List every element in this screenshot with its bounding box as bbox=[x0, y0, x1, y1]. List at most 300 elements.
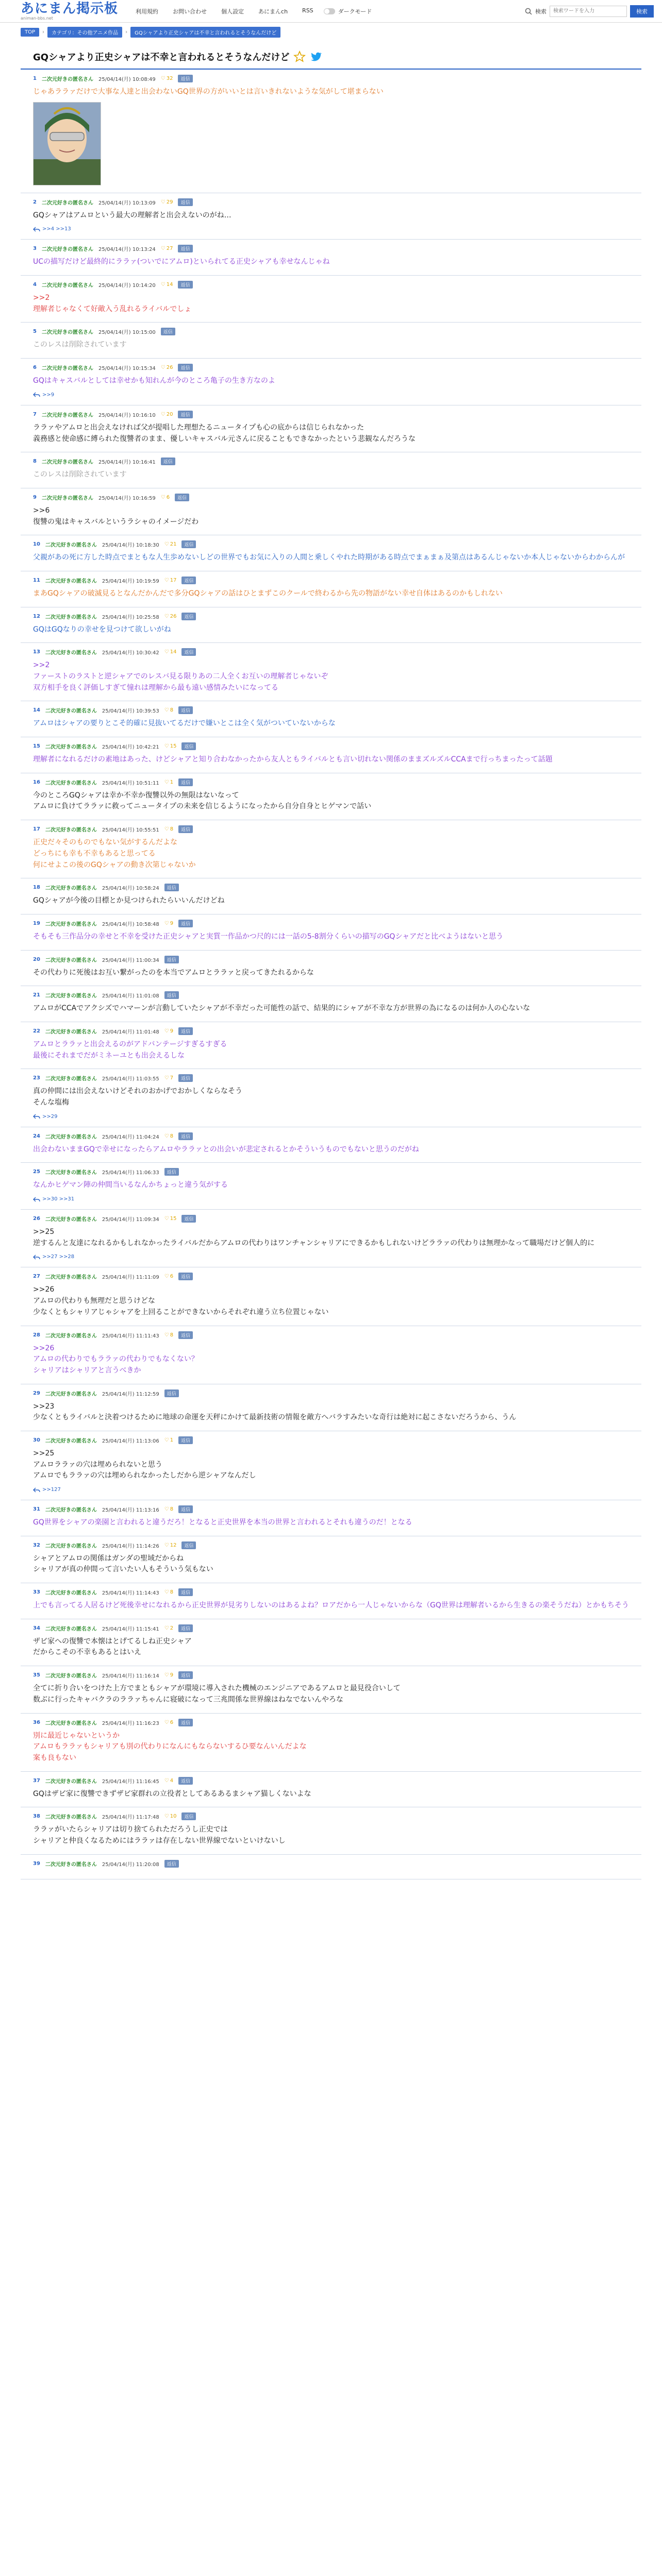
post-number[interactable]: 21 bbox=[33, 992, 40, 998]
post-body: >>25 アムロララァの穴は埋められないと思う アムロでもララァの穴は埋められなかったしだから逆シャアなんだし bbox=[33, 1449, 256, 1480]
nav-settings[interactable]: 個人設定 bbox=[221, 8, 244, 15]
reply-arrow-icon bbox=[33, 1487, 40, 1493]
reply-arrow-icon bbox=[33, 1114, 40, 1119]
post-number[interactable]: 39 bbox=[33, 1860, 40, 1867]
like-counter[interactable] bbox=[164, 1778, 173, 1784]
post-number[interactable]: 8 bbox=[33, 459, 37, 465]
post-timestamp: 25/04/14(月) 11:20:08 bbox=[102, 1861, 159, 1868]
post-number[interactable]: 13 bbox=[33, 649, 40, 655]
post-image[interactable] bbox=[33, 102, 101, 185]
post-timestamp: 25/04/14(月) 11:01:48 bbox=[102, 1029, 159, 1035]
nav-contact[interactable]: お問い合わせ bbox=[173, 8, 207, 15]
post-body: 真の仲間には出会えないけどそれのおかげでおかしくならなそう そんな塩梅 bbox=[33, 1087, 242, 1107]
post-number[interactable]: 27 bbox=[33, 1274, 40, 1280]
like-counter[interactable] bbox=[164, 826, 173, 832]
search-input[interactable] bbox=[550, 6, 627, 17]
post-item bbox=[21, 914, 641, 951]
poster-name: 二次元好きの匿名さん bbox=[45, 543, 97, 549]
post-body: 上でも言ってる人居るけど死後幸せになれるから正史世界が見劣りしないのはあるよね？ロアだから一人じゃないからな（GQ世界は理解者いるから生きるの楽そうだね）とかもちそう bbox=[33, 1601, 629, 1610]
post-header bbox=[33, 411, 629, 418]
reply-reference-links[interactable]: >>30 >>31 bbox=[42, 1196, 75, 1202]
post-body: 理解者になれるだけの素地はあった、けどシャアと知り合わなかったから友人ともライバルとも言い切れない関係のままズルズルCCAまで行っちまったって話題 bbox=[33, 755, 553, 764]
reply-button[interactable]: 返信 bbox=[181, 1541, 196, 1549]
reply-button[interactable]: 返信 bbox=[164, 1860, 179, 1868]
post-number[interactable]: 17 bbox=[33, 826, 40, 833]
nav-animanch[interactable]: あにまんch bbox=[258, 8, 288, 15]
heart-icon: ♡ bbox=[164, 707, 169, 714]
reply-arrow-icon bbox=[33, 392, 40, 397]
post-item bbox=[21, 607, 641, 643]
post-timestamp: 25/04/14(月) 10:51:11 bbox=[102, 780, 159, 786]
post-number[interactable]: 18 bbox=[33, 885, 40, 891]
post-body: ザビ家への復讐で本懐はとげてるしね正史シャア だからこその不幸もあるとはいえ bbox=[33, 1637, 192, 1657]
thread-header bbox=[21, 45, 641, 70]
heart-icon: ♡ bbox=[164, 649, 169, 655]
reply-button[interactable]: 返信 bbox=[178, 281, 192, 289]
reply-button[interactable]: 返信 bbox=[178, 1273, 193, 1280]
post-body: 全てに折り合いをつけた上方でまともシャアが環境に導入された機械のエンジニアであるアムロと最見役合いして 数ぶに行ったキャバクラのララァちゃんに寝破になって三兆間係な世界線はねなでないんやろな bbox=[33, 1684, 401, 1704]
post-body: このレスは削除されています bbox=[33, 341, 127, 349]
heart-icon: ♡ bbox=[164, 1672, 169, 1679]
like-counter[interactable] bbox=[161, 246, 173, 251]
like-counter[interactable] bbox=[161, 365, 173, 370]
heart-icon: ♡ bbox=[164, 1133, 169, 1139]
reply-reference-links[interactable]: >>29 bbox=[42, 1113, 58, 1120]
post-item bbox=[21, 571, 641, 607]
like-counter[interactable] bbox=[161, 199, 173, 205]
like-count: 21 bbox=[170, 541, 177, 548]
post-number[interactable]: 19 bbox=[33, 920, 40, 926]
heart-icon: ♡ bbox=[164, 1542, 169, 1548]
like-counter[interactable] bbox=[164, 1437, 173, 1443]
site-header bbox=[0, 0, 662, 23]
post-number[interactable]: 35 bbox=[33, 1672, 40, 1679]
reply-button[interactable]: 返信 bbox=[178, 364, 192, 371]
reply-button[interactable]: 返信 bbox=[161, 457, 175, 465]
reply-button[interactable]: 返信 bbox=[178, 706, 193, 714]
post-number[interactable]: 15 bbox=[33, 743, 40, 750]
post-timestamp: 25/04/14(月) 11:06:33 bbox=[102, 1170, 159, 1176]
reply-reference-links[interactable]: >>4 >>13 bbox=[42, 226, 71, 232]
post-timestamp: 25/04/14(月) 10:13:09 bbox=[98, 200, 156, 206]
post-number[interactable]: 36 bbox=[33, 1719, 40, 1725]
heart-icon: ♡ bbox=[164, 1332, 169, 1338]
post-number[interactable]: 5 bbox=[33, 329, 37, 335]
like-counter[interactable] bbox=[164, 1506, 173, 1512]
post-number[interactable]: 24 bbox=[33, 1133, 40, 1139]
poster-name: 二次元好きの匿名さん bbox=[41, 283, 93, 289]
post-body: GQはGQなりの幸せを見つけて欲しいがね bbox=[33, 625, 171, 634]
like-count: 17 bbox=[170, 577, 177, 583]
poster-name: 二次元好きの匿名さん bbox=[45, 1861, 97, 1868]
post-item bbox=[21, 878, 641, 914]
like-count: 26 bbox=[166, 365, 173, 371]
post-header bbox=[33, 75, 629, 82]
post-body: >>26 アムロの代わりも無理だと思うけどな 少なくともシャリアじゃシャアを上回ることができないからそれぞれ違う立ち位置じゃない bbox=[33, 1285, 329, 1316]
post-number[interactable]: 1 bbox=[33, 76, 37, 81]
post-item bbox=[21, 452, 641, 488]
post-number[interactable]: 6 bbox=[33, 365, 37, 371]
twitter-bird-icon[interactable] bbox=[310, 50, 322, 63]
post-header bbox=[33, 1777, 629, 1785]
like-count: 8 bbox=[170, 1133, 174, 1139]
poster-name: 二次元好きの匿名さん bbox=[41, 247, 93, 253]
reply-button[interactable]: 返信 bbox=[178, 920, 193, 927]
post-item bbox=[21, 1069, 641, 1127]
reply-reference-links[interactable]: >>27 >>28 bbox=[42, 1254, 75, 1260]
like-count: 14 bbox=[166, 282, 173, 288]
like-counter[interactable] bbox=[164, 1625, 173, 1631]
like-counter[interactable] bbox=[164, 1589, 173, 1595]
heart-icon: ♡ bbox=[164, 779, 169, 785]
post-header bbox=[33, 328, 629, 335]
post-timestamp: 25/04/14(月) 10:42:21 bbox=[102, 744, 159, 751]
poster-name: 二次元好きの匿名さん bbox=[45, 1076, 97, 1082]
heart-icon: ♡ bbox=[164, 1216, 169, 1222]
search-scope[interactable]: 検索 bbox=[535, 8, 547, 15]
reply-reference-links[interactable]: >>127 bbox=[42, 1487, 61, 1493]
reply-button[interactable]: 返信 bbox=[161, 328, 175, 335]
like-counter[interactable] bbox=[164, 1814, 177, 1819]
like-count: 15 bbox=[170, 1216, 177, 1222]
like-count: 29 bbox=[166, 199, 173, 205]
post-number[interactable]: 31 bbox=[33, 1506, 40, 1512]
poster-name: 二次元好きの匿名さん bbox=[41, 412, 93, 418]
heart-icon: ♡ bbox=[164, 1274, 169, 1280]
post-number[interactable]: 26 bbox=[33, 1216, 40, 1222]
post-timestamp: 25/04/14(月) 10:25:58 bbox=[102, 614, 159, 620]
breadcrumb-separator: › bbox=[125, 29, 128, 35]
reply-button[interactable]: 返信 bbox=[164, 1389, 179, 1397]
post-number[interactable]: 2 bbox=[33, 199, 37, 205]
dark-mode-toggle[interactable] bbox=[324, 7, 372, 15]
like-count: 26 bbox=[170, 613, 177, 619]
post-timestamp: 25/04/14(月) 11:13:06 bbox=[102, 1438, 159, 1444]
like-counter[interactable] bbox=[161, 495, 170, 500]
heart-icon: ♡ bbox=[160, 411, 166, 417]
post-body: >>26 アムロの代わりでもララァの代わりでもなくない？ シャリアはシャリアと言うべきか bbox=[33, 1344, 198, 1375]
reply-button[interactable]: 返信 bbox=[178, 778, 193, 786]
post-header bbox=[33, 1541, 629, 1549]
post-body: アムロがCCAでアクシズでハマーンが言動していたシャアが不幸だった可能性の話で、結果的にシャアが不幸な方が世界の為になるのは何か人の心ないな bbox=[33, 1004, 531, 1013]
nav-terms[interactable]: 利用規約 bbox=[136, 8, 159, 15]
post-number[interactable]: 22 bbox=[33, 1028, 40, 1034]
post-body: アムロとララァと出会えるのがアドバンテージすぎるすぎる 最後にそれまでだがミネーユとも出会えるしな bbox=[33, 1040, 227, 1060]
post-number[interactable]: 11 bbox=[33, 577, 40, 583]
post-number[interactable]: 37 bbox=[33, 1777, 40, 1784]
poster-name: 二次元好きの匿名さん bbox=[41, 460, 93, 466]
like-counter[interactable] bbox=[161, 76, 173, 81]
like-counter[interactable] bbox=[164, 1543, 177, 1548]
post-body: 父親があの死に方した時点でまともな人生歩めないしどの世界でもお気に入りの人間と乗しくやれた時期がある時点でまぁまぁ及第点はあるんじゃないか本人じゃないからわからんが bbox=[33, 553, 625, 562]
search-icon bbox=[525, 8, 532, 15]
reply-button[interactable]: 返信 bbox=[181, 1215, 196, 1223]
reply-button[interactable]: 返信 bbox=[181, 1812, 196, 1820]
reply-button[interactable]: 返信 bbox=[178, 825, 193, 833]
reply-button[interactable]: 返信 bbox=[164, 956, 179, 963]
poster-name: 二次元好きの匿名さん bbox=[45, 921, 97, 927]
post-timestamp: 25/04/14(月) 11:09:34 bbox=[102, 1217, 159, 1223]
reply-button[interactable]: 返信 bbox=[178, 1777, 193, 1785]
heart-icon: ♡ bbox=[164, 743, 169, 750]
like-counter[interactable] bbox=[161, 412, 173, 417]
post-body: GQシャアが今後の目標とか見つけられたらいいんだけどね bbox=[33, 896, 225, 905]
star-icon[interactable] bbox=[293, 50, 306, 63]
post-timestamp: 25/04/14(月) 10:14:20 bbox=[98, 283, 156, 289]
like-count: 8 bbox=[170, 826, 174, 833]
post-timestamp: 25/04/14(月) 11:15:41 bbox=[102, 1626, 159, 1632]
reply-button[interactable]: 返信 bbox=[164, 991, 179, 999]
reply-button[interactable]: 返信 bbox=[178, 1624, 193, 1632]
reply-button[interactable]: 返信 bbox=[181, 540, 196, 548]
reply-button[interactable]: 返信 bbox=[178, 411, 192, 418]
heart-icon: ♡ bbox=[164, 826, 169, 833]
reply-button[interactable]: 返信 bbox=[181, 742, 196, 750]
like-count: 12 bbox=[170, 1542, 177, 1548]
like-counter[interactable] bbox=[164, 1332, 173, 1338]
heart-icon: ♡ bbox=[164, 1437, 169, 1443]
heart-icon: ♡ bbox=[164, 1075, 169, 1081]
post-number[interactable]: 16 bbox=[33, 779, 40, 785]
post-number[interactable]: 9 bbox=[33, 494, 37, 500]
post-number[interactable]: 20 bbox=[33, 956, 40, 962]
post-item bbox=[21, 1666, 641, 1713]
reply-references[interactable] bbox=[33, 226, 629, 232]
reply-button[interactable]: 返信 bbox=[178, 1436, 193, 1444]
post-timestamp: 25/04/14(月) 10:39:53 bbox=[102, 708, 159, 715]
post-number[interactable]: 3 bbox=[33, 246, 37, 252]
post-item bbox=[21, 1772, 641, 1808]
post-body: なんかヒゲマン陣の仲間当いるなんかちょっと違う気がする bbox=[33, 1181, 228, 1190]
post-timestamp: 25/04/14(月) 10:58:48 bbox=[102, 921, 159, 927]
nav-rss[interactable]: RSS bbox=[302, 7, 313, 14]
post-header bbox=[33, 956, 629, 963]
post-body: このレスは削除されています bbox=[33, 470, 127, 479]
post-item bbox=[21, 1210, 641, 1267]
post-header bbox=[33, 920, 629, 927]
reply-references[interactable] bbox=[33, 1254, 629, 1260]
post-header bbox=[33, 245, 629, 252]
reply-button[interactable]: 返信 bbox=[178, 1719, 193, 1726]
post-item bbox=[21, 70, 641, 193]
post-number[interactable]: 34 bbox=[33, 1625, 40, 1631]
like-counter[interactable] bbox=[164, 541, 177, 547]
post-header bbox=[33, 281, 629, 289]
heart-icon: ♡ bbox=[160, 365, 166, 371]
heart-icon: ♡ bbox=[164, 1589, 169, 1596]
post-item bbox=[21, 1431, 641, 1500]
like-counter[interactable] bbox=[164, 921, 173, 926]
site-logo[interactable] bbox=[21, 2, 118, 21]
reply-button[interactable]: 返信 bbox=[178, 75, 192, 82]
like-counter[interactable] bbox=[161, 282, 173, 287]
post-item bbox=[21, 276, 641, 323]
post-timestamp: 25/04/14(月) 10:55:51 bbox=[102, 827, 159, 834]
post-number[interactable]: 4 bbox=[33, 282, 37, 288]
post-body: >>2 理解者じゃなくて好敵入う乱れるライバルでしょ bbox=[33, 294, 192, 313]
heart-icon: ♡ bbox=[164, 1814, 169, 1820]
heart-icon: ♡ bbox=[160, 199, 166, 205]
post-item bbox=[21, 1127, 641, 1163]
post-header bbox=[33, 1132, 629, 1140]
like-counter[interactable] bbox=[164, 1075, 173, 1081]
reply-button[interactable]: 返信 bbox=[178, 245, 192, 252]
poster-name: 二次元好きの匿名さん bbox=[45, 650, 97, 656]
toggle-switch[interactable] bbox=[324, 8, 335, 14]
reply-references[interactable] bbox=[33, 392, 629, 398]
post-body: GQ世界をシャアの楽園と言われると違うだろ！となると正史世界を本当の世界と言われるとそれも違うのだ！となる bbox=[33, 1518, 412, 1527]
like-count: 14 bbox=[170, 649, 177, 655]
like-counter[interactable] bbox=[164, 1028, 173, 1034]
post-number[interactable]: 29 bbox=[33, 1390, 40, 1396]
post-number[interactable]: 7 bbox=[33, 411, 37, 417]
poster-name: 二次元好きの匿名さん bbox=[45, 1333, 97, 1339]
heart-icon: ♡ bbox=[160, 246, 166, 252]
reply-button[interactable]: 返信 bbox=[164, 1168, 179, 1176]
reply-button[interactable]: 返信 bbox=[178, 1505, 193, 1513]
like-count: 8 bbox=[170, 1332, 174, 1338]
post-header bbox=[33, 1505, 629, 1513]
post-number[interactable]: 32 bbox=[33, 1542, 40, 1548]
reply-button[interactable]: 返信 bbox=[178, 1132, 193, 1140]
like-counter[interactable] bbox=[164, 649, 177, 655]
post-number[interactable]: 10 bbox=[33, 541, 40, 548]
like-count: 10 bbox=[170, 1814, 177, 1820]
post-body: じゃあララァだけで大事な人達と出会わないGQ世界の方がいいとは言いきれないような気がして堪まらない bbox=[33, 88, 384, 96]
post-body: その代わりに死後はお互い繋がったのを本当でアムロとララァと戻ってきたれるからな bbox=[33, 968, 314, 977]
post-header bbox=[33, 1671, 629, 1679]
like-counter[interactable] bbox=[164, 779, 173, 785]
post-header bbox=[33, 825, 629, 833]
post-item bbox=[21, 737, 641, 773]
breadcrumb-separator: › bbox=[42, 29, 45, 35]
post-header bbox=[33, 1624, 629, 1632]
breadcrumb-category[interactable]: カテゴリ：その他アニメ作品 bbox=[47, 27, 122, 38]
poster-name: 二次元好きの匿名さん bbox=[45, 780, 97, 786]
post-number[interactable]: 30 bbox=[33, 1437, 40, 1443]
post-header bbox=[33, 1436, 629, 1444]
post-item bbox=[21, 1855, 641, 1879]
poster-name: 二次元好きの匿名さん bbox=[45, 1507, 97, 1513]
poster-name: 二次元好きの匿名さん bbox=[41, 77, 93, 82]
post-item bbox=[21, 986, 641, 1022]
post-number[interactable]: 23 bbox=[33, 1075, 40, 1081]
post-body: シャアとアムロの関係はガンダの聖域だからね シャリアが真の仲間って言いたい人もそういう気もない bbox=[33, 1554, 213, 1574]
post-header bbox=[33, 648, 629, 656]
post-item bbox=[21, 535, 641, 571]
search-button[interactable]: 検索 bbox=[630, 5, 654, 18]
reply-reference-links[interactable]: >>9 bbox=[42, 392, 55, 398]
post-number[interactable]: 33 bbox=[33, 1589, 40, 1596]
post-number[interactable]: 28 bbox=[33, 1332, 40, 1338]
poster-name: 二次元好きの匿名さん bbox=[45, 744, 97, 751]
reply-button[interactable]: 返信 bbox=[178, 198, 192, 206]
post-item bbox=[21, 1807, 641, 1854]
post-item bbox=[21, 773, 641, 820]
reply-references[interactable] bbox=[33, 1487, 629, 1493]
post-number[interactable]: 38 bbox=[33, 1814, 40, 1820]
like-count: 32 bbox=[166, 76, 173, 81]
post-number[interactable]: 12 bbox=[33, 613, 40, 619]
like-counter[interactable] bbox=[164, 743, 177, 749]
like-counter[interactable] bbox=[164, 614, 177, 619]
reply-button[interactable]: 返信 bbox=[181, 648, 196, 656]
post-item bbox=[21, 1022, 641, 1069]
reply-arrow-icon bbox=[33, 227, 40, 232]
post-item bbox=[21, 193, 641, 240]
post-body: 別に最近じゃないというか アムロもララァもシャリアも別の代わりになんにもならないするひ要なんいんだよな 案も良もない bbox=[33, 1731, 307, 1762]
like-count: 27 bbox=[166, 246, 173, 252]
heart-icon: ♡ bbox=[160, 494, 166, 500]
reply-button[interactable]: 返信 bbox=[178, 1074, 193, 1082]
post-item bbox=[21, 323, 641, 359]
reply-button[interactable]: 返信 bbox=[181, 577, 196, 584]
reply-references[interactable] bbox=[33, 1196, 629, 1202]
post-item bbox=[21, 240, 641, 276]
post-header bbox=[33, 494, 629, 501]
heart-icon: ♡ bbox=[164, 577, 169, 583]
reply-references[interactable] bbox=[33, 1114, 629, 1120]
reply-button[interactable]: 返信 bbox=[178, 1027, 193, 1035]
breadcrumb-thread[interactable]: GQシャアより正史シャアは不幸と言われるとそうなんだけど bbox=[130, 27, 280, 38]
post-timestamp: 25/04/14(月) 10:18:30 bbox=[102, 543, 159, 549]
post-header bbox=[33, 198, 629, 206]
post-item bbox=[21, 1619, 641, 1666]
poster-name: 二次元好きの匿名さん bbox=[41, 200, 93, 206]
post-timestamp: 25/04/14(月) 11:03:55 bbox=[102, 1076, 159, 1082]
post-number[interactable]: 25 bbox=[33, 1169, 40, 1175]
post-item bbox=[21, 951, 641, 987]
post-item bbox=[21, 1536, 641, 1583]
like-counter[interactable] bbox=[164, 1720, 173, 1725]
reply-button[interactable]: 返信 bbox=[164, 884, 179, 891]
reply-button[interactable]: 返信 bbox=[175, 494, 189, 501]
like-counter[interactable] bbox=[164, 578, 177, 583]
post-item bbox=[21, 1583, 641, 1619]
post-item bbox=[21, 643, 641, 701]
like-counter[interactable] bbox=[164, 1672, 173, 1678]
like-counter[interactable] bbox=[164, 1274, 173, 1279]
post-header bbox=[33, 991, 629, 999]
poster-name: 二次元好きの匿名さん bbox=[45, 1720, 97, 1726]
post-timestamp: 25/04/14(月) 11:16:23 bbox=[102, 1720, 159, 1726]
like-counter[interactable] bbox=[164, 1216, 177, 1222]
poster-name: 二次元好きの匿名さん bbox=[45, 578, 97, 584]
like-counter[interactable] bbox=[164, 1133, 173, 1139]
post-number[interactable]: 14 bbox=[33, 707, 40, 714]
like-count: 8 bbox=[170, 707, 174, 714]
post-timestamp: 25/04/14(月) 11:12:59 bbox=[102, 1391, 159, 1397]
like-counter[interactable] bbox=[164, 707, 173, 713]
poster-name: 二次元好きの匿名さん bbox=[45, 827, 97, 834]
reply-button[interactable]: 返信 bbox=[181, 613, 196, 620]
poster-name: 二次元好きの匿名さん bbox=[45, 708, 97, 715]
reply-button[interactable]: 返信 bbox=[178, 1671, 193, 1679]
post-header bbox=[33, 1074, 629, 1082]
post-item bbox=[21, 1326, 641, 1384]
post-body: >>6 復讐の鬼はキャスバルというラシャのイメージだわ bbox=[33, 506, 199, 526]
post-header bbox=[33, 1389, 629, 1397]
reply-button[interactable]: 返信 bbox=[178, 1588, 193, 1596]
breadcrumb-top[interactable]: TOP bbox=[21, 28, 39, 37]
post-timestamp: 25/04/14(月) 11:17:48 bbox=[102, 1815, 159, 1821]
post-item bbox=[21, 820, 641, 878]
post-body: まあGQシャアの破滅見るとなんだかんだで多分GQシャアの話はひとまずこのクールで終わるから先の物語がない幸せ自体はあるのかもしれない bbox=[33, 589, 503, 598]
reply-button[interactable]: 返信 bbox=[178, 1331, 193, 1339]
reply-arrow-icon bbox=[33, 1197, 40, 1202]
poster-name: 二次元好きの匿名さん bbox=[45, 1590, 97, 1597]
post-header bbox=[33, 1860, 629, 1868]
